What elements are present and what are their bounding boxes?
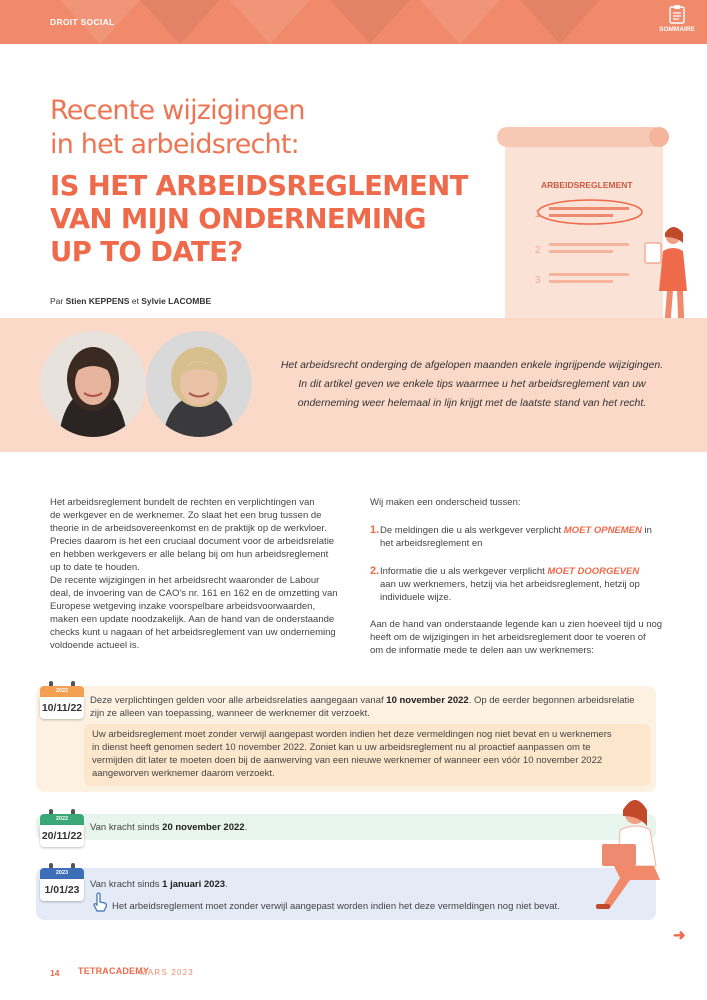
section-label: DROIT SOCIAL — [50, 17, 115, 27]
clipboard-icon — [669, 4, 685, 24]
toc-label: SOMMAIRE — [659, 26, 695, 33]
arrow-right-icon[interactable]: ➜ — [673, 927, 686, 944]
woman-laptop-illustration — [590, 792, 670, 914]
pointing-hand-icon — [92, 892, 108, 912]
legend-box-10-11-22: Deze verplichtingen gelden voor alle arbeidsrelaties aangegaan vanaf 10 november 2022. Op de eerder begonnen arbeidsrelatie zijn ze alleen van toepassing, wanneer de werknemer dit verzoekt. Uw arbeidsreglement moet zonder verwijl aangepast worden indien het deze vermeldingen nog niet bevat en u werknemers in dienst heeft genomen sedert 10 november 2022. Zoniet kan u uw arbeidsreglement nu al proactief aanpassen om te vermijden dit later te moeten doen bij de aanwerving van een nieuwe werknemer of wanneer een vóór 10 november 2022 aangeworven werknemer daarom verzoekt. — [36, 686, 656, 792]
page-title: IS HET ARBEIDSREGLEMENT VAN MIJN ONDERNEMING UP TO DATE? — [50, 170, 468, 268]
list-item: 1. De meldingen die u als werkgever verplicht MOET OPNEMEN in het arbeidsreglement en — [370, 524, 652, 549]
footer — [50, 966, 194, 978]
calendar-icon: 2023 1/01/23 — [40, 862, 84, 902]
illustration-doc-title: ARBEIDSREGLEMENT — [541, 180, 633, 190]
top-banner — [0, 0, 707, 44]
legend-note: Uw arbeidsreglement moet zonder verwijl aangepast worden indien het deze vermeldingen nog niet bevat en u werknemers in dienst heeft genomen sedert 10 november 2022. Zoniet kan u uw arbeidsreglement nu al proactief aanpassen om te vermijden dit later te moeten doen bij de aanwerving van een nieuwe werknemer of wanneer een vóór 10 november 2022 aangeworven werknemer daarom verzoekt. — [84, 724, 650, 786]
author-photo-sylvie-lacombe — [146, 331, 252, 437]
byline: Par Stien KEPPENS et Sylvie LACOMBE — [50, 296, 212, 306]
svg-text:2: 2 — [535, 245, 541, 256]
calendar-icon: 2022 20/11/22 — [40, 808, 84, 848]
page-subtitle: Recente wijzigingen in het arbeidsrecht: — [50, 95, 305, 160]
author-photo-stien-keppens — [40, 331, 146, 437]
legend-box-20-11-22: Van kracht sinds 20 november 2022. — [36, 814, 656, 840]
svg-text:1: 1 — [535, 209, 541, 220]
legend-box-1-01-23: Van kracht sinds 1 januari 2023. Het arbeidsreglement moet zonder verwijl aangepast worden indien het deze vermeldingen nog niet bevat. — [36, 868, 656, 920]
calendar-icon: 2022 10/11/22 — [40, 680, 84, 720]
right-column: Wij maken een onderscheid tussen: 1. De meldingen die u als werkgever verplicht MOET OPNEMEN in het arbeidsreglement en 2. Informatie die u als werkgever verplicht MOET DOORGEVEN aan uw werknemers, hetzij via het arbeidsreglement, hetzij op individuele wijze. Aan de hand van onderstaande legende kan u zien hoeveel tijd u nog heeft om de wijzigingen in het arbeidsreglement door te voeren of om de informatie mede te delen aan uw werknemers: — [370, 496, 670, 657]
svg-text:3: 3 — [535, 275, 541, 286]
page-number: 14 — [50, 968, 60, 978]
table-of-contents-button[interactable] — [653, 4, 701, 42]
left-column: Het arbeidsreglement bundelt de rechten en verplichtingen van de werkgever en de werknemer. Zo slaat het een brug tussen de theorie in de arbeidsovereenkomst en de praktijk op de werkvloer. Precies daarom is het een cruciaal document voor de arbeidsrelatie en hebben werkgevers er alle belang bij om hun arbeidsreglement up to date te houden. De recente wijzigingen in het arbeidsrecht waaronder de Labour deal, de invoering van de CAO's nr. 161 en 162 en de omzetting van Europese wetgeving inzake voorspelbare arbeidsvoorwaarden, maken een update noodzakelijk. Aan de hand van de onderstaande checks kunt u nagaan of het arbeidsreglement van uw onderneming voldoende actueel is. — [50, 497, 338, 651]
tetracademy-logo: TETRACADEMY — [78, 966, 150, 976]
list-item: 2. Informatie die u als werkgever verplicht MOET DOORGEVEN aan uw werknemers, hetzij via het arbeidsreglement, hetzij op individuele wijze. — [370, 565, 640, 603]
issue-date: MARS 2023 — [140, 968, 194, 977]
intro-text: Het arbeidsrecht onderging de afgelopen maanden enkele ingrijpende wijzigingen. In dit artikel geven we enkele tips waarmee u het arbeidsreglement van uw onderneming weer helemaal in lijn krijgt met de laatste stand van het recht. — [280, 359, 664, 409]
